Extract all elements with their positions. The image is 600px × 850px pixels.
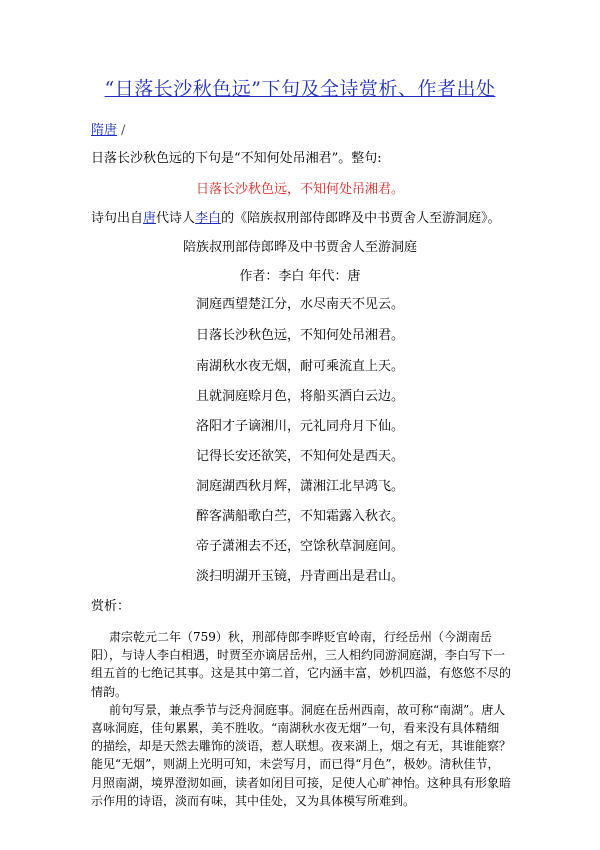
poem-line: 洛阳才子谪湘川，元礼同舟月下仙。	[195, 419, 404, 434]
intro-text: 日落长沙秋色远的下句是“不知何处吊湘君”。整句:	[91, 151, 382, 166]
poem-line: 且就洞庭赊月色，将船买酒白云边。	[195, 389, 404, 404]
poem-author-line: 作者：李白 年代：唐	[239, 269, 361, 284]
poem-line: 洞庭西望楚江分，水尽南天不见云。	[195, 297, 404, 312]
poem-line: 南湖秋水夜无烟，耐可乘流直上天。	[195, 359, 404, 374]
poet-link[interactable]: 李白	[195, 211, 222, 226]
source-middle: 代诗人	[156, 211, 196, 226]
appreciation-heading: 赏析：	[91, 599, 131, 614]
appreciation-body	[91, 628, 511, 810]
highlight-verse: 日落长沙秋色远，不知何处吊湘君。	[195, 182, 404, 197]
poem-line: 记得长安还欲笑，不知何处是西天。	[195, 449, 404, 464]
source-suffix: 的《陪族叔刑部侍郎晔及中书贾舍人至游洞庭》。	[221, 211, 501, 226]
appreciation-paragraph: 前句写景，兼点季节与泛舟洞庭事。洞庭在岳州西南，故可称“南湖”。唐人喜咏洞庭，佳句累累，美不胜收。“南湖秋水夜无烟”一句，看来没有具体精细的描绘，却是天然去雕饰的淡语，惹人联想。夜来湖上，烟之有无，其谁能察？能见“无烟”，则湖上光明可知，未尝写月，而已得“月色”，极妙。清秋佳节，月照南湖，境界澄沏如画，读者如闭目可接，足使人心旷神怡。这种具有形象暗示作用的诗语，淡而有味，其中佳处，又为具体模写所难到。	[91, 702, 512, 808]
poem-line: 醉客满船歌白苎，不知霜露入秋衣。	[195, 509, 404, 524]
dynasty-link[interactable]: 唐	[143, 211, 157, 226]
breadcrumb-link-sui-tang[interactable]: 隋唐	[91, 123, 118, 138]
breadcrumb-separator: /	[121, 123, 126, 138]
poem-line: 淡扫明湖开玉镜，丹青画出是君山。	[195, 569, 404, 584]
source-prefix: 诗句出自	[91, 211, 144, 226]
poem-title: 陪族叔刑部侍郎晔及中书贾舍人至游洞庭	[182, 240, 417, 255]
appreciation-paragraph: 肃宗乾元二年（759）秋，刑部侍郎李晔贬官岭南，行经岳州（今湖南岳阳），与诗人李白相遇，时贾至亦谪居岳州，三人相约同游洞庭湖，李白写下一组五首的七绝记其事。这是其中第二首，它内涵丰富，妙机四溢，有悠悠不尽的情韵。	[91, 630, 512, 699]
source-line	[91, 210, 501, 228]
poem-line: 洞庭湖西秋月辉，潇湘江北早鸿飞。	[195, 479, 404, 494]
poem-line: 日落长沙秋色远，不知何处吊湘君。	[195, 328, 404, 343]
breadcrumb	[91, 119, 125, 138]
page-title[interactable]: “日落长沙秋色远”下句及全诗赏析、作者出处	[104, 78, 496, 100]
poem-line: 帝子潇湘去不还，空馀秋草洞庭间。	[195, 539, 404, 554]
